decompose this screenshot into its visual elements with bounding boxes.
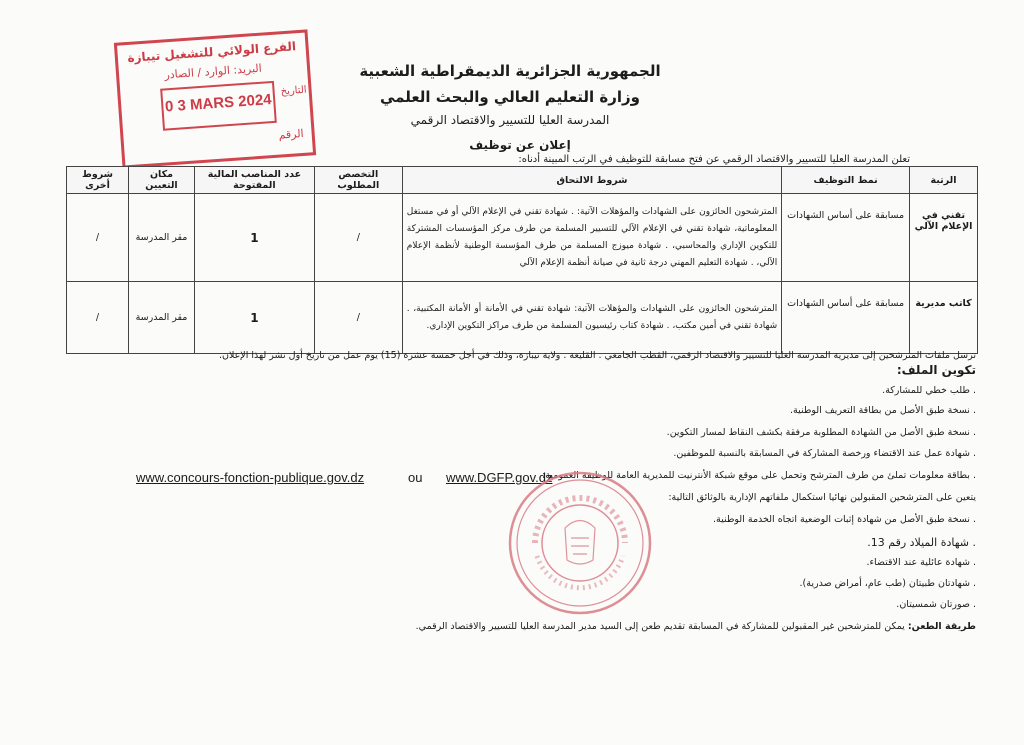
ministry-title: وزارة التعليم العالي والبحث العلمي (379, 88, 641, 106)
accepted-item: . شهادة الميلاد رقم 13. (867, 536, 976, 549)
header-conditions: شروط الالتحاق (402, 167, 781, 194)
appeal-label: طريقة الطعن: (907, 621, 976, 632)
republic-title: الجمهورية الجزائرية الديمقراطية الشعبية (359, 62, 661, 80)
header-mode: نمط التوظيف (782, 167, 910, 194)
row-other: / (67, 194, 129, 282)
positions-table (66, 166, 978, 354)
row-specialty: / (314, 282, 402, 354)
intro-text: تعلن المدرسة العليا للتسيير والاقتصاد الرقمي عن فتح مسابقة للتوظيف في الرتب المبينة أدناه: (518, 154, 910, 165)
row-posts: 1 (194, 282, 314, 354)
official-seal (505, 468, 655, 618)
stamp-date-label: التاريخ (280, 84, 307, 98)
row-mode: مسابقة على أساس الشهادات (782, 282, 910, 354)
accepted-intro: يتعين على المترشحين المقبولين نهائيا استكمال ملفاتهم الإدارية بالوثائق التالية: (668, 492, 976, 503)
appeal-text: يمكن للمترشحين غير المقبولين للمشاركة في المسابقة تقديم طعن إلى السيد مدير المدرسة العليا للتسيير والاقتصاد الرقمي. (415, 621, 905, 632)
accepted-item: . نسخة طبق الأصل من شهادة إثبات الوضعية اتجاه الخدمة الوطنية. (712, 514, 976, 525)
link-concours[interactable]: www.concours-fonction-publique.gov.dz (136, 470, 365, 485)
row-conditions: المترشحون الحائزون على الشهادات والمؤهلات الآتية: شهادة تقني في الأمانة أو الأمانة المكتبية، . شهادة تقني في أمين مكتب، . شهادة كتاب رئيسيون المسلمة من طرف مراكز التكوين الإداري. (402, 282, 781, 354)
stamp-date-box (160, 81, 277, 131)
submission-text: ترسل ملفات المترشحين إلى مديرية المدرسة العليا للتسيير والاقتصاد الرقمي، القطب الجامعي . القليعة . ولاية تيبازة، وذلك في أجل خمسة عشرة (15) يوم عمل من تاريخ أول نشر لهذا الإعلان. (218, 350, 976, 361)
link-dgfp[interactable]: www.DGFP.gov.dz (446, 470, 553, 485)
accepted-item: . شهادة عائلية عند الاقتضاء. (866, 557, 976, 568)
link-separator: ou (408, 470, 423, 485)
row-specialty: / (314, 194, 402, 282)
table-row (67, 282, 978, 354)
notice-title: إعلان عن توظيف (469, 138, 571, 152)
stamp-date: 0 3 MARS 2024 (164, 91, 273, 116)
row-posts: 1 (194, 194, 314, 282)
row-grade: تقني في الإعلام الآلي (910, 194, 978, 282)
table-header-row (67, 167, 978, 194)
row-conditions: المترشحون الحائزون على الشهادات والمؤهلات الآتية: . شهادة تقني في الإعلام الآلي أو في مستغل المعلوماتية، شهادة تقني في الإعلام الآلي للتسيير المسلمة من طرف مركز المؤسسات المشتركة للتكوين الإداري والمحاسبي، . شهادة ميوزج المسلمة من طرف المؤسسة الوطنية لأنظمة الإعلام الآلي، . شهادة التعليم المهني درجة ثانية في صيانة أنظمة الإعلام الآلي (402, 194, 781, 282)
stamp-mail: البريد: الوارد / الصادر (164, 61, 263, 82)
table-row (67, 194, 978, 282)
accepted-item: . صورتان شمسيتان. (896, 599, 976, 610)
file-heading: تكوين الملف: (896, 363, 976, 377)
header-grade: الرتبة (910, 167, 978, 194)
stamp-org: الفرع الولائي للتشغيل تيبازة (127, 39, 297, 65)
row-other: / (67, 282, 129, 354)
header-posts: عدد المناصب المالية المفتوحة (194, 167, 314, 194)
file-item: . نسخة طبق الأصل من بطاقة التعريف الوطنية. (789, 405, 976, 416)
file-item: . نسخة طبق الأصل من الشهادة المطلوبة مرفقة بكشف النقاط لمسار التكوين. (666, 427, 976, 438)
file-item: . بطاقة معلومات تملئ من طرف المترشح وتحمل على موقع شبكة الأنترنيت للمديرية العامة للوظيفة العمومية: (542, 470, 976, 481)
file-item: . طلب خطي للمشاركة. (882, 385, 976, 396)
file-item: . شهادة عمل عند الاقتضاء ورخصة المشاركة في المسابقة بالنسبة للموظفين. (673, 448, 976, 459)
stamp-number-label: الرقم (278, 126, 305, 142)
accepted-item: . شهادتان طبيتان (طب عام، أمراض صدرية). (799, 578, 976, 589)
row-place: مقر المدرسة (129, 194, 195, 282)
school-name: المدرسة العليا للتسيير والاقتصاد الرقمي (410, 113, 610, 127)
header-other: شروط أخرى (67, 167, 129, 194)
header-specialty: التخصص المطلوب (314, 167, 402, 194)
appeal-line (416, 621, 976, 632)
row-mode: مسابقة على أساس الشهادات (782, 194, 910, 282)
row-place: مقر المدرسة (129, 282, 195, 354)
reception-stamp (114, 29, 316, 168)
row-grade: كاتب مديرية (910, 282, 978, 354)
header-place: مكان التعيين (129, 167, 195, 194)
